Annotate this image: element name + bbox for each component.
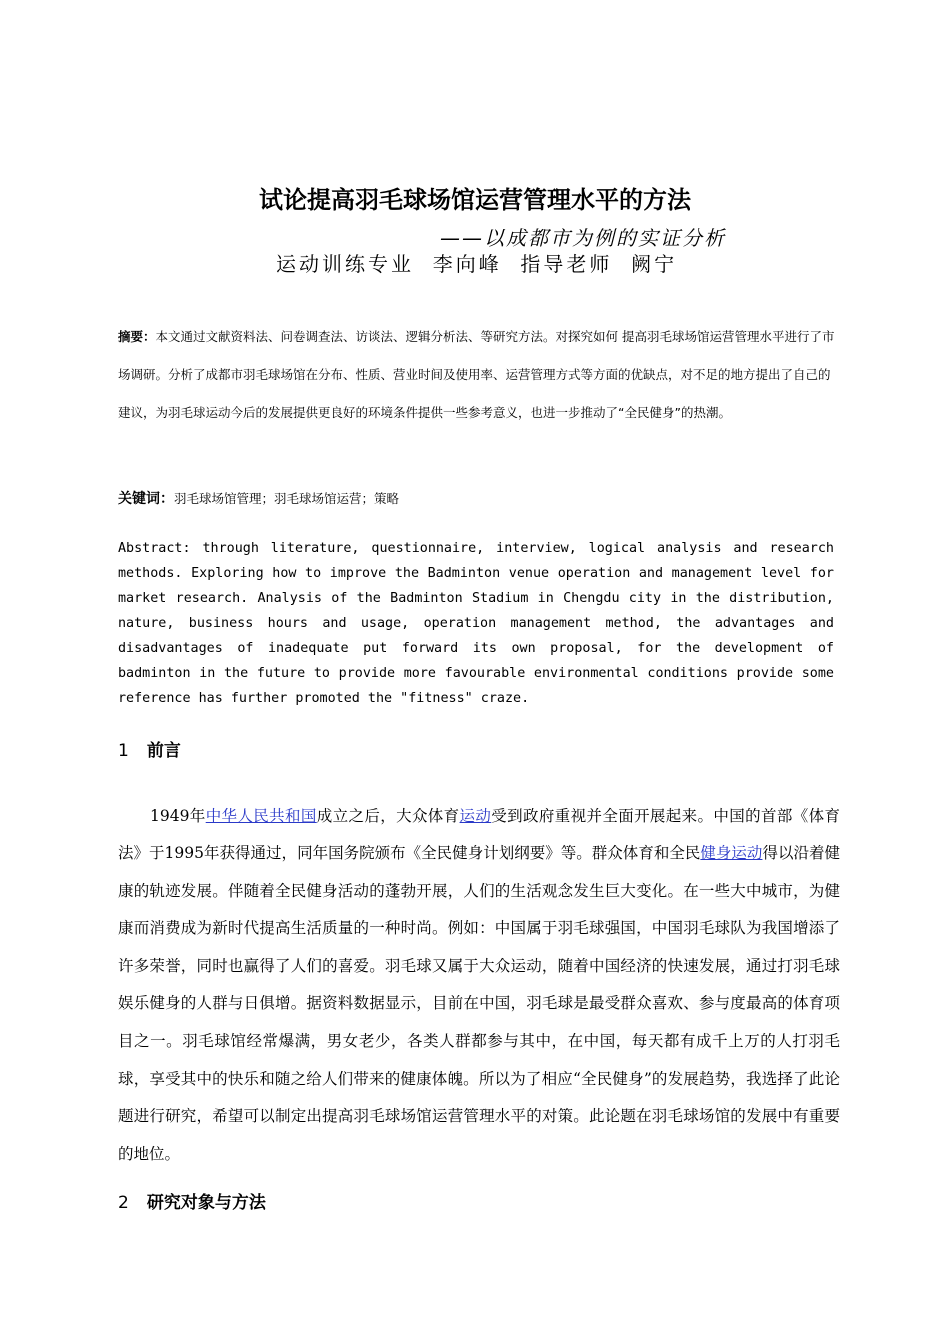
introduction-paragraph <box>118 798 840 1174</box>
keywords <box>118 486 838 512</box>
section-heading-introduction <box>118 736 181 761</box>
section-number: 2 <box>118 1193 129 1213</box>
link-prc[interactable]: 中华人民共和国 <box>205 806 317 825</box>
section-number: 1 <box>118 741 129 761</box>
section-heading-methods <box>118 1188 266 1213</box>
paragraph-text: 受到政府重视并全面开展起来。中国的首部《体育法》于1995年获得通过，同年国务院颁布《全民健身计划纲要》等。群众体育和全民 <box>118 806 840 863</box>
chinese-abstract <box>118 318 838 432</box>
paragraph-text: 得以沿着健康的轨迹发展。伴随着全民健身活动的蓬勃开展，人们的生活观念发生巨大变化。在一些大中城市，为健康而消费成为新时代提高生活质量的一种时尚。例如：中国属于羽毛球强国，中国羽毛球队为我国增添了许多荣誉，同时也赢得了人们的喜爱。羽毛球又属于大众运动，随着中国经济的快速发展，通过打羽毛球娱乐健身的人群与日俱增。据资料数据显示，目前在中国，羽毛球是最受群众喜欢、参与度最高的体育项目之一。羽毛球馆经常爆满，男女老少，各类人群都参与其中，在中国，每天都有成千上万的人打羽毛球，享受其中的快乐和随之给人们带来的健康体魄。所以为了相应“全民健身”的发展趋势，我选择了此论题进行研究，希望可以制定出提高羽毛球场馆运营管理水平的对策。此论题在羽毛球场馆的发展中有重要的地位。 <box>118 844 840 1163</box>
paper-title: 试论提高羽毛球场馆运营管理水平的方法 <box>259 186 691 214</box>
paragraph-text: 1949年 <box>150 806 206 825</box>
section-title: 研究对象与方法 <box>146 1193 266 1213</box>
english-abstract: Abstract: through literature, questionnaire, interview, logical analysis and research methods. Exploring how to improve the Badminton venue operation and management level for market research. Analysis of the Badminton Stadium in Chengdu city in the distribution, nature, business hours and usage, operation management method, the advantages and disadvantages of inadequate put forward its own proposal, for the development of badminton in the future to provide more favourable environmental conditions provide some reference has further promoted the "fitness" craze. <box>118 541 834 706</box>
section-title: 前言 <box>146 741 181 761</box>
keywords-label: 关键词： <box>118 491 174 507</box>
link-sport[interactable]: 运动 <box>459 806 492 825</box>
abstract-text: 本文通过文献资料法、问卷调查法、访谈法、逻辑分析法、等研究方法。对探究如何 提高羽毛球场馆运营管理水平进行了市场调研。分析了成都市羽毛球场馆在分布、性质、营业时间及使用率、运营管理方式等方面的优缺点，对不足的地方提出了自己的建议，为羽毛球运动今后的发展提供更良好的环境条件提供一些参考意义，也进一步推动了“全民健身”的热潮。 <box>118 329 835 420</box>
paper-subtitle: ——以成都市为例的实证分析 <box>440 226 726 250</box>
abstract-label: 摘要： <box>118 329 156 344</box>
paragraph-text: 成立之后，大众体育 <box>316 806 460 825</box>
keywords-text: 羽毛球场馆管理；羽毛球场馆运营；策略 <box>174 491 400 506</box>
author-byline: 运动训练专业 李向峰 指导老师 阙宁 <box>276 252 678 276</box>
link-fitness-sport[interactable]: 健身运动 <box>700 844 763 863</box>
